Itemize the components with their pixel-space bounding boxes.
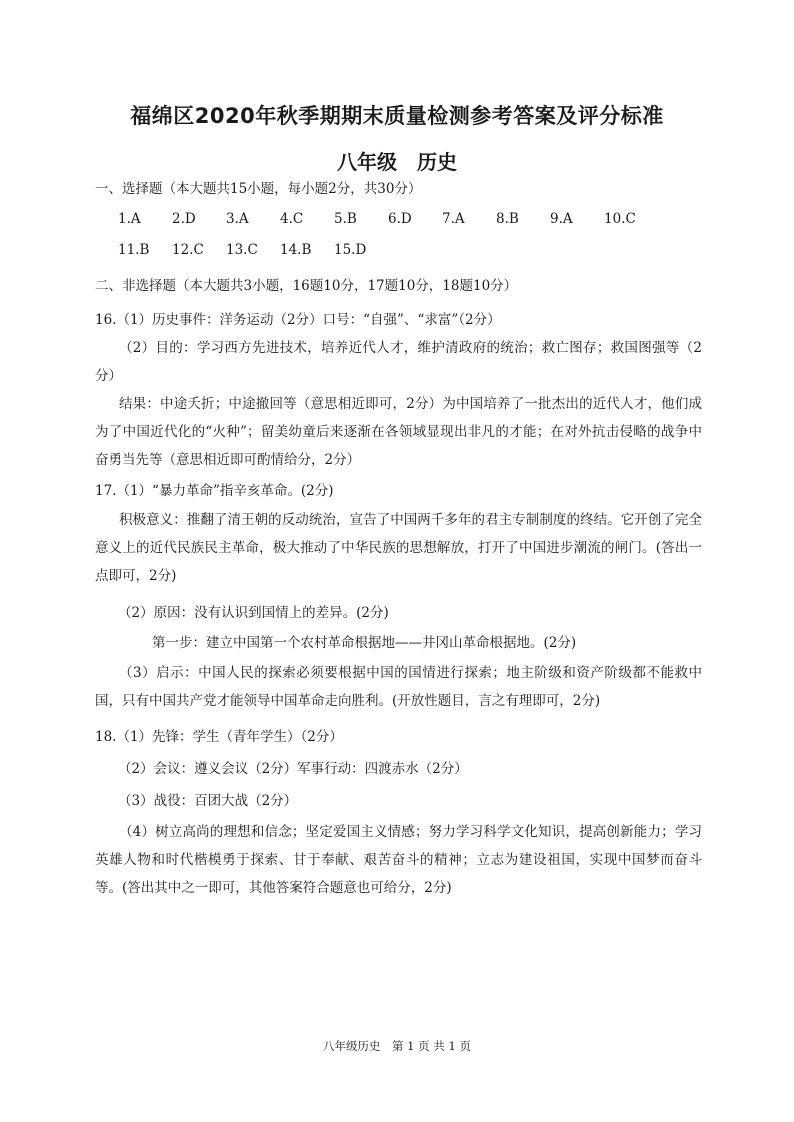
choice-answer: 14.B xyxy=(280,242,312,258)
choice-answer: 9.A xyxy=(550,211,573,227)
choice-answer: 8.B xyxy=(496,211,519,227)
choice-answer: 4.C xyxy=(280,211,304,227)
q17-part2-reason: （2）原因：没有认识到国情上的差异。(2分) xyxy=(118,605,389,621)
q17-significance: 积极意义：推翻了清王朝的反动统治，宣告了中国两千多年的君主专制制度的终结。它开创了完全意义上的近代民族民主革命，极大推动了中华民族的思想解放，打开了中国进步潮流的闸门。(答出一点即可，2分) xyxy=(95,512,702,584)
choice-answer: 12.C xyxy=(172,242,204,258)
choice-answer: 13.C xyxy=(226,242,258,258)
q18-part4: （4）树立高尚的理想和信念；坚定爱国主义情感；努力学习科学文化知识，提高创新能力；学习英雄人物和时代楷模勇于探索、甘于奉献、艰苦奋斗的精神；立志为建设祖国，实现中国梦而奋斗等。(答出其中之一即可，其他答案符合题意也可给分，2分) xyxy=(95,824,702,896)
q18-part2: （2）会议：遵义会议（2分）军事行动：四渡赤水（2分） xyxy=(118,761,468,777)
choice-answer: 7.A xyxy=(442,211,465,227)
answers-row-2 xyxy=(118,240,723,260)
q17-part1: 17.（1）“暴力革命”指辛亥革命。(2分) xyxy=(95,483,334,499)
q16-part2: （2）目的：学习西方先进技术，培养近代人才，维护清政府的统治；救亡图存；救国图强等（2分） xyxy=(95,340,702,384)
q18-part3: （3）战役：百团大战（2分） xyxy=(118,793,298,809)
choice-answer: 5.B xyxy=(334,211,357,227)
choice-answer: 6.D xyxy=(388,211,412,227)
answers-row-1 xyxy=(118,209,723,229)
choice-answer: 1.A xyxy=(118,211,141,227)
choice-answer: 2.D xyxy=(172,211,196,227)
choice-answer: 3.A xyxy=(226,211,249,227)
page-footer: 八年级历史 第 1 页 共 1 页 xyxy=(323,1039,471,1053)
q16-result: 结果：中途夭折；中途撤回等（意思相近即可，2分）为中国培养了一批杰出的近代人才，他们成为了中国近代化的“火种”；留美幼童后来逐渐在各领域显现出非凡的才能；在对外抗击侵略的战争中奋勇当先等（意思相近即可酌情给分，2分） xyxy=(95,396,702,468)
q18-part1: 18.（1）先锋：学生（青年学生）（2分） xyxy=(95,729,343,745)
document-subtitle: 八年级 历史 xyxy=(337,150,457,174)
section1-heading: 一、选择题（本大题共15小题，每小题2分，共30分） xyxy=(95,181,422,197)
choice-answer: 10.C xyxy=(604,211,636,227)
choice-answer: 11.B xyxy=(118,242,150,258)
choice-answer: 15.D xyxy=(334,242,367,258)
section2-heading: 二、非选择题（本大题共3小题，16题10分，17题10分，18题10分） xyxy=(95,278,518,294)
q17-part3: （3）启示：中国人民的探索必须要根据中国的国情进行探索；地主阶级和资产阶级都不能救中国，只有中国共产党才能领导中国革命走向胜利。(开放性题目，言之有理即可，2分) xyxy=(95,665,702,709)
q16-part1: 16.（1）历史事件：洋务运动（2分）口号：“自强”、“求富”（2分） xyxy=(95,312,501,328)
document-title: 福绵区2020年秋季期期末质量检测参考答案及评分标准 xyxy=(130,104,664,128)
q17-part2-step: 第一步：建立中国第一个农村革命根据地——井冈山革命根据地。(2分) xyxy=(152,635,577,651)
